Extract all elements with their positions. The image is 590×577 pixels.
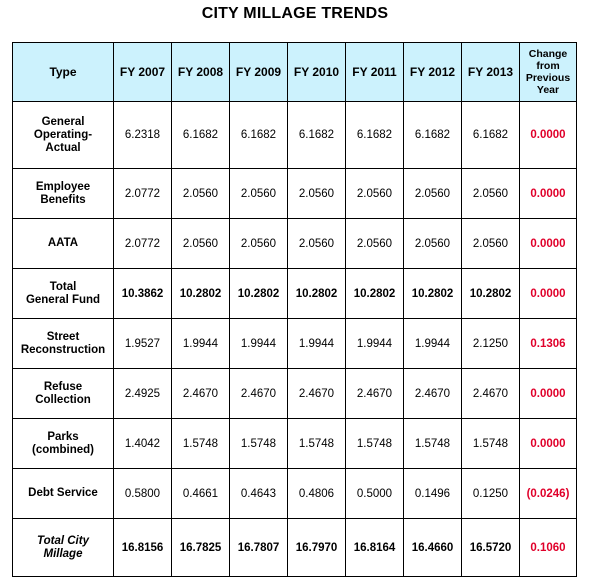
change-cell: 0.1060 — [520, 519, 577, 577]
row-type-cell — [13, 469, 114, 519]
change-header-line: Change — [528, 48, 568, 60]
value-cell: 16.5720 — [462, 519, 520, 577]
value-cell: 6.1682 — [172, 102, 230, 169]
row-type-line: Millage — [43, 547, 83, 560]
value-cell: 10.2802 — [172, 269, 230, 319]
table-row-street-reconstruction — [13, 319, 577, 369]
value-cell: 6.1682 — [230, 102, 288, 169]
value-cell: 6.1682 — [346, 102, 404, 169]
table-row-parks — [13, 419, 577, 469]
value-cell: 2.0560 — [462, 169, 520, 219]
row-type-line: (combined) — [32, 443, 94, 456]
change-header-line: from — [536, 60, 560, 72]
value-cell: 2.0560 — [172, 219, 230, 269]
row-type-cell — [13, 419, 114, 469]
value-cell: 1.9944 — [230, 319, 288, 369]
value-cell: 0.5800 — [114, 469, 172, 519]
row-type-line: Actual — [45, 141, 81, 154]
value-cell: 10.3862 — [114, 269, 172, 319]
column-header-fy2012: FY 2012 — [404, 43, 462, 102]
table-row-employee-benefits — [13, 169, 577, 219]
change-cell: 0.0000 — [520, 369, 577, 419]
value-cell: 2.4670 — [346, 369, 404, 419]
value-cell: 1.5748 — [288, 419, 346, 469]
value-cell: 2.0772 — [114, 169, 172, 219]
value-cell: 2.4670 — [172, 369, 230, 419]
value-cell: 0.4806 — [288, 469, 346, 519]
value-cell: 16.4660 — [404, 519, 462, 577]
row-type-cell — [13, 519, 114, 577]
row-type-line: Operating- — [33, 128, 93, 141]
value-cell: 6.1682 — [462, 102, 520, 169]
value-cell: 2.0772 — [114, 219, 172, 269]
row-type-line: Collection — [35, 393, 91, 406]
value-cell: 1.5748 — [230, 419, 288, 469]
table-row-total-city-millage — [13, 519, 577, 577]
table-row-refuse-collection — [13, 369, 577, 419]
row-type-line: Debt Service — [28, 487, 98, 499]
change-cell: 0.0000 — [520, 169, 577, 219]
row-type-line: Reconstruction — [20, 343, 106, 356]
change-cell: 0.0000 — [520, 269, 577, 319]
value-cell: 1.5748 — [172, 419, 230, 469]
row-type-cell — [13, 219, 114, 269]
value-cell: 2.0560 — [346, 219, 404, 269]
row-type-line: Total — [49, 280, 77, 293]
value-cell: 2.4670 — [462, 369, 520, 419]
change-cell: (0.0246) — [520, 469, 577, 519]
column-header-fy2008: FY 2008 — [172, 43, 230, 102]
value-cell: 2.4670 — [404, 369, 462, 419]
value-cell: 0.4661 — [172, 469, 230, 519]
row-type-line: Parks — [47, 430, 79, 443]
value-cell: 2.4670 — [288, 369, 346, 419]
value-cell: 10.2802 — [346, 269, 404, 319]
value-cell: 16.7825 — [172, 519, 230, 577]
column-header-fy2013: FY 2013 — [462, 43, 520, 102]
row-type-cell — [13, 102, 114, 169]
page-title: CITY MILLAGE TRENDS — [201, 5, 389, 22]
column-header-fy2007: FY 2007 — [114, 43, 172, 102]
value-cell: 1.5748 — [404, 419, 462, 469]
value-cell: 6.1682 — [288, 102, 346, 169]
millage-table — [12, 42, 577, 577]
value-cell: 10.2802 — [462, 269, 520, 319]
value-cell: 16.8156 — [114, 519, 172, 577]
value-cell: 1.9944 — [288, 319, 346, 369]
value-cell: 2.0560 — [462, 219, 520, 269]
value-cell: 0.1496 — [404, 469, 462, 519]
table-row-debt-service — [13, 469, 577, 519]
value-cell: 2.0560 — [404, 219, 462, 269]
table-row-total-general-fund — [13, 269, 577, 319]
change-cell: 0.1306 — [520, 319, 577, 369]
value-cell: 2.4670 — [230, 369, 288, 419]
change-cell: 0.0000 — [520, 419, 577, 469]
value-cell: 10.2802 — [230, 269, 288, 319]
row-type-line: AATA — [47, 237, 79, 249]
row-type-line: Street — [46, 330, 80, 343]
value-cell: 0.4643 — [230, 469, 288, 519]
value-cell: 2.0560 — [346, 169, 404, 219]
value-cell: 2.0560 — [230, 169, 288, 219]
value-cell: 16.7807 — [230, 519, 288, 577]
change-header-line: Year — [536, 84, 560, 96]
value-cell: 1.9944 — [346, 319, 404, 369]
column-header-type: Type — [13, 43, 114, 102]
value-cell: 1.9944 — [172, 319, 230, 369]
value-cell: 2.0560 — [288, 219, 346, 269]
value-cell: 6.1682 — [404, 102, 462, 169]
change-cell: 0.0000 — [520, 219, 577, 269]
value-cell: 1.5748 — [462, 419, 520, 469]
column-header-fy2009: FY 2009 — [230, 43, 288, 102]
value-cell: 2.0560 — [172, 169, 230, 219]
value-cell: 1.9944 — [404, 319, 462, 369]
value-cell: 2.0560 — [404, 169, 462, 219]
header-row — [13, 43, 577, 102]
column-header-fy2010: FY 2010 — [288, 43, 346, 102]
value-cell: 1.5748 — [346, 419, 404, 469]
value-cell: 16.7970 — [288, 519, 346, 577]
value-cell: 1.9527 — [114, 319, 172, 369]
row-type-line: Benefits — [40, 193, 86, 206]
row-type-cell — [13, 319, 114, 369]
row-type-line: General Fund — [25, 293, 101, 306]
column-header-change — [520, 43, 577, 102]
value-cell: 2.0560 — [288, 169, 346, 219]
value-cell: 10.2802 — [404, 269, 462, 319]
change-header-line: Previous — [525, 72, 571, 84]
table-row-general-operating — [13, 102, 577, 169]
table-row-aata — [13, 219, 577, 269]
value-cell: 6.2318 — [114, 102, 172, 169]
value-cell: 2.4925 — [114, 369, 172, 419]
change-cell: 0.0000 — [520, 102, 577, 169]
row-type-cell — [13, 169, 114, 219]
column-header-fy2011: FY 2011 — [346, 43, 404, 102]
row-type-line: Employee — [35, 180, 91, 193]
value-cell: 10.2802 — [288, 269, 346, 319]
row-type-line: Total City — [37, 534, 89, 547]
value-cell: 2.1250 — [462, 319, 520, 369]
row-type-cell — [13, 369, 114, 419]
row-type-cell — [13, 269, 114, 319]
value-cell: 0.5000 — [346, 469, 404, 519]
row-type-line: General — [41, 115, 85, 128]
row-type-line: Refuse — [43, 380, 83, 393]
value-cell: 0.1250 — [462, 469, 520, 519]
value-cell: 1.4042 — [114, 419, 172, 469]
value-cell: 2.0560 — [230, 219, 288, 269]
value-cell: 16.8164 — [346, 519, 404, 577]
